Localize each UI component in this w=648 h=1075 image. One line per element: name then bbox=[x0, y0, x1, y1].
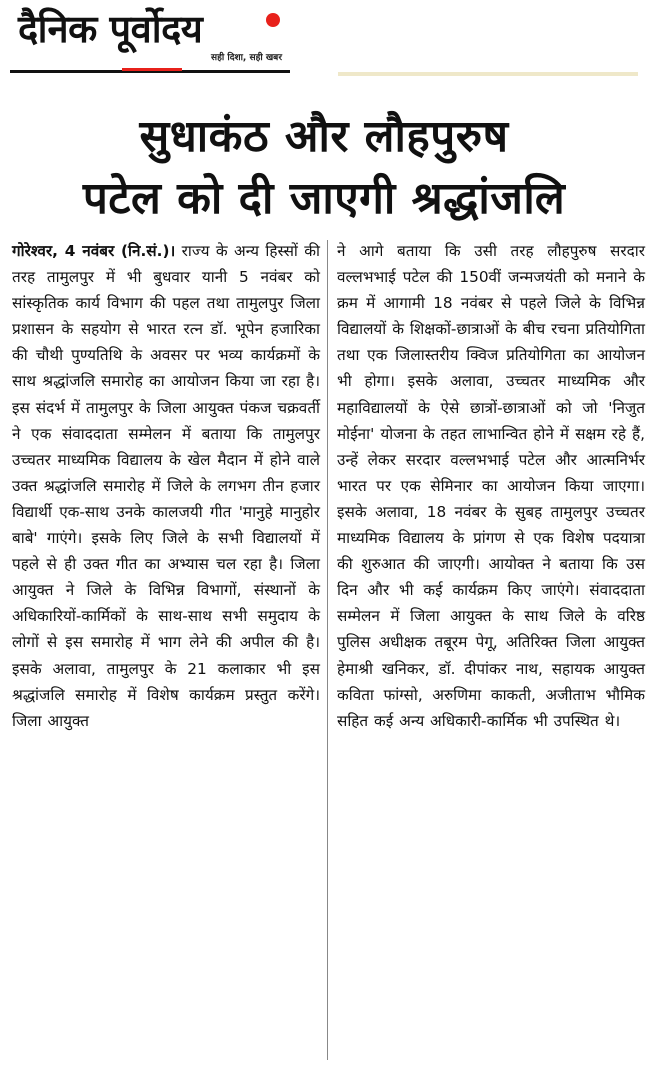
headline bbox=[0, 106, 648, 230]
article-text-left: राज्य के अन्य हिस्सों की तरह तामुलपुर में भी बुधवार यानी 5 नवंबर को सांस्कृतिक कार्य विभाग की पहल तथा तामुलपुर जिला प्रशासन के सहयोग से भारत रत्न डॉ. भूपेन हजारिका की चौथी पुण्यतिथि के अवसर पर भव्य कार्यक्रमों के साथ श्रद्धांजलि समारोह का आयोजन किया जा रहा है। इस संदर्भ में तामुलपुर के जिला आयुक्त पंकज चक्रवर्ती ने एक संवाददाता सम्मेलन में बताया कि तामुलपुर उच्चतर माध्यमिक विद्यालय के खेल मैदान में होने वाले उक्त श्रद्धांजलि समारोह में जिले के लगभग तीन हजार विद्यार्थी एक-साथ उनके कालजयी गीत 'मानुहे मानुहोर बाबे' गाएंगे। इसके लिए जिले के सभी विद्यालयों में पहले से ही उक्त गीत का अभ्यास चल रहा है। जिला आयुक्त ने जिले के विभिन्न विभागों, संस्थानों के अधिकारियों-कार्मिकों के साथ-साथ सभी समुदाय के लोगों से इस समारोह में भाग लेने की अपील की है। इसके अलावा, तामुलपुर के 21 कलाकार भी इस श्रद्धांजलि समारोह में विशेष कार्यक्रम प्रस्तुत करेंगे। जिला आयुक्त bbox=[12, 242, 320, 730]
column-divider bbox=[327, 240, 328, 1060]
article-column-right bbox=[337, 238, 645, 734]
top-right-rule bbox=[338, 72, 638, 76]
headline-line-1: सुधाकंठ और लौहपुरुष bbox=[139, 111, 509, 162]
masthead-rule-accent bbox=[122, 68, 182, 71]
dateline: गोरेश्वर, 4 नवंबर (नि.सं.)। bbox=[12, 242, 176, 260]
logo-dot-icon bbox=[266, 13, 280, 27]
article-text-right: ने आगे बताया कि उसी तरह लौहपुरुष सरदार वल्लभभाई पटेल की 150वीं जन्मजयंती को मनाने के क्रम में आगामी 18 नवंबर से पहले जिले के विभिन्न विद्यालयों के शिक्षकों-छात्राओं के बीच रचना प्रतियोगिता तथा एक जिलास्तरीय क्विज प्रतियोगिता का आयोजन भी होगा। इसके अलावा, उच्चतर माध्यमिक और महाविद्यालयों के ऐसे छात्रों-छात्राओं को जो 'निजुत मोईना' योजना के तहत लाभान्वित होने में सक्षम रहे हैं, उन्हें लेकर सरदार वल्लभभाई पटेल और आत्मनिर्भर भारत पर एक सेमिनार का आयोजन किया जाएगा। इसके अलावा, 18 नवंबर के सुबह तामुलपुर उच्चतर माध्यमिक विद्यालय के प्रांगण से एक विशेष पदयात्रा की शुरुआत की जाएगी। आयोक्त ने बताया कि उस दिन और भी कई कार्यक्रम किए जाएंगे। संवाददाता सम्मेलन में जिला आयुक्त के साथ जिले के वरिष्ठ पुलिस अधीक्षक तबूरम पेगू, अतिरिक्त जिला आयुक्त हेमाश्री खनिकर, डॉ. दीपांकर नाथ, सहायक आयुक्त कविता फांग्सो, अरुणिमा काकती, अजीताभ भौमिक सहित कई अन्य अधिकारी-कार्मिक भी उपस्थित थे। bbox=[337, 242, 645, 730]
headline-line-2: पटेल को दी जाएगी श्रद्धांजलि bbox=[82, 173, 566, 224]
newspaper-logo: दैनिक पूर्वोदय bbox=[18, 7, 203, 51]
masthead bbox=[10, 4, 290, 74]
masthead-tagline: सही दिशा, सही खबर bbox=[211, 53, 282, 63]
article-column-left bbox=[12, 238, 320, 734]
